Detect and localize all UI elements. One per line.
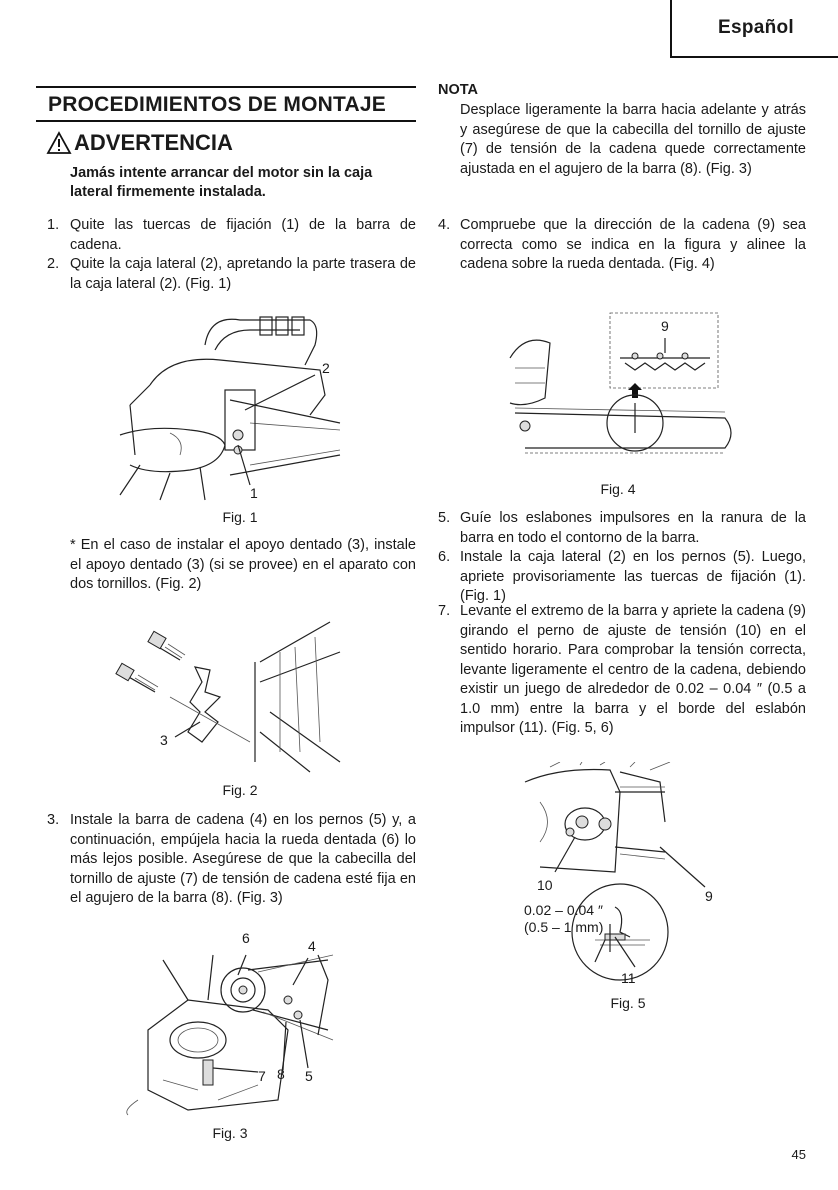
step-4-text: Compruebe que la dirección de la cadena (9) sea correcta como se indica en la figura y alinee la cadena sobre la rueda dentada. (Fig. 4) — [460, 217, 806, 272]
language-tab — [670, 0, 838, 58]
language-label: Español — [717, 17, 794, 38]
fig5-label-9: 9 — [705, 888, 713, 904]
step-3-text: Instale la barra de cadena (4) en los pernos (5) y, a continuación, empújela hacia la rueda dentada (6) lo más lejos posible. Asegúrese de que la cabecilla del tornillo de ajuste (7) de tensión de cadena esté fija en el agujero de la barra (8). (Fig. 3) — [70, 812, 416, 906]
fig5-measure-inches: 0.02 – 0.04 ″ — [524, 902, 603, 918]
step-2-text: Quite la caja lateral (2), apretando la parte trasera de la caja lateral (2). (Fig. 1) — [70, 256, 416, 292]
fig5-illustration — [520, 762, 720, 987]
footnote: * En el caso de instalar el apoyo dentado (3), instale el apoyo dentado (3) (si se provee) en el aparato con dos tornillos. (Fig. 2) — [70, 537, 416, 592]
fig2-illustration — [110, 612, 350, 782]
fig3-illustration — [118, 940, 348, 1120]
fig3-label-8: 8 — [277, 1066, 285, 1082]
warning-triangle-icon — [46, 131, 72, 155]
fig5-measure-mm: (0.5 – 1 mm) — [524, 919, 604, 935]
fig5-label-10: 10 — [537, 877, 553, 893]
fig3-label-6: 6 — [242, 930, 250, 946]
fig3-label-5: 5 — [305, 1068, 313, 1084]
page-number: 45 — [791, 1147, 806, 1162]
fig1-illustration — [110, 305, 350, 505]
fig1-label-2: 2 — [322, 360, 330, 376]
fig5-label-11: 11 — [621, 970, 636, 986]
step-4-number: 4. — [438, 217, 451, 233]
step-2-number: 2. — [47, 256, 60, 272]
fig3-label-7: 7 — [258, 1068, 266, 1084]
fig3-label-4: 4 — [308, 938, 316, 954]
fig2-caption: Fig. 2 — [222, 782, 258, 798]
fig1-label-1: 1 — [250, 485, 258, 501]
step-6-number: 6. — [438, 549, 451, 565]
fig5-caption: Fig. 5 — [610, 995, 646, 1011]
warning-title: ADVERTENCIA — [74, 130, 233, 155]
step-5-number: 5. — [438, 510, 451, 526]
fig3-caption: Fig. 3 — [212, 1125, 248, 1141]
step-1-text: Quite las tuercas de fijación (1) de la barra de cadena. — [70, 217, 416, 253]
step-1-number: 1. — [47, 217, 60, 233]
step-7-number: 7. — [438, 603, 451, 619]
step-5-text: Guíe los eslabones impulsores en la ranura de la barra en todo el contorno de la barra. — [460, 510, 806, 546]
warning-heading — [46, 130, 233, 156]
fig4-label-9: 9 — [661, 318, 669, 334]
step-7-text: Levante el extremo de la barra y apriete la cadena (9) girando el perno de ajuste de tensión (10) en el sentido horario. Para comprobar la tensión correcta, levante ligeramente el centro de la cadena, debiendo existir un juego de alrededor de 0.02 – 0.04 ″ (0.5 a 1.0 mm) entre la barra y el borde del eslabón impulsor (11). (Fig. 5, 6) — [460, 603, 806, 736]
fig2-label-3: 3 — [160, 732, 168, 748]
fig4-caption: Fig. 4 — [600, 481, 636, 497]
note-text: Desplace ligeramente la barra hacia adelante y atrás y asegúrese de que la cabecilla del tornillo de ajuste (7) de tensión de la cadena quede correctamente ajustada en el agujero de la barra (8). (Fig. 3) — [460, 102, 806, 177]
fig1-caption: Fig. 1 — [222, 509, 258, 525]
step-6-text: Instale la caja lateral (2) en los pernos (5). Luego, apriete provisoriamente las tuercas de fijación (1). (Fig. 1) — [460, 549, 806, 604]
fig4-illustration — [505, 308, 745, 458]
section-title: PROCEDIMIENTOS DE MONTAJE — [36, 86, 416, 122]
warning-text: Jamás intente arrancar del motor sin la caja lateral firmemente instalada. — [70, 165, 373, 200]
note-title: NOTA — [438, 82, 479, 98]
step-3-number: 3. — [47, 812, 60, 828]
